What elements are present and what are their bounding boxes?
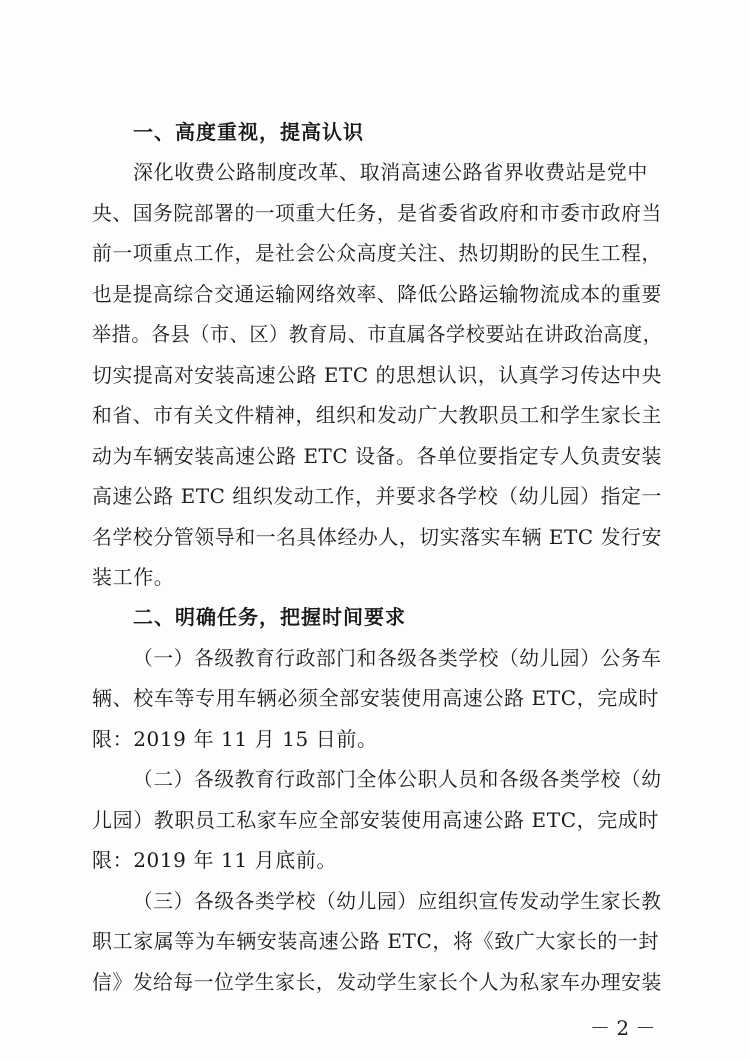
paragraph-line: 辆、校车等专用车辆必须全部安装使用高速公路 ETC，完成时 bbox=[92, 686, 659, 710]
paragraph-line: 也是提高综合交通运输网络效率、降低公路运输物流成本的重要 bbox=[92, 282, 662, 306]
page-number: － 2 － bbox=[590, 1016, 656, 1040]
paragraph-line: 和省、市有关文件精神，组织和发动广大教职员工和学生家长主 bbox=[92, 403, 662, 427]
paragraph-line: 前一项重点工作，是社会公众高度关注、热切期盼的民生工程， bbox=[92, 241, 662, 265]
paragraph-line: 限：2019 年 11 月底前。 bbox=[92, 848, 338, 872]
paragraph-line: 切实提高对安装高速公路 ETC 的思想认识，认真学习传达中央 bbox=[92, 363, 662, 387]
paragraph-line: 儿园）教职员工私家车应全部安装使用高速公路 ETC，完成时 bbox=[92, 808, 659, 832]
section-heading-2: 二、明确任务，把握时间要求 bbox=[133, 605, 406, 629]
paragraph-line: （三）各级各类学校（幼儿园）应组织宣传发动学生家长教 bbox=[133, 889, 662, 913]
paragraph-line: 名学校分管领导和一名具体经办人，切实落实车辆 ETC 发行安 bbox=[92, 525, 662, 549]
paragraph-line: 举措。各县（市、区）教育局、市直属各学校要站在讲政治高度， bbox=[92, 322, 663, 346]
paragraph-line: （二）各级教育行政部门全体公职人员和各级各类学校（幼 bbox=[133, 767, 662, 791]
paragraph-line: 装工作。 bbox=[92, 565, 175, 589]
paragraph-line: 信》发给每一位学生家长，发动学生家长个人为私家车办理安装 bbox=[92, 970, 662, 994]
section-heading-1: 一、高度重视，提高认识 bbox=[133, 120, 364, 144]
paragraph-line: 动为车辆安装高速公路 ETC 设备。各单位要指定专人负责安装 bbox=[92, 444, 662, 468]
paragraph-line: 职工家属等为车辆安装高速公路 ETC，将《致广大家长的一封 bbox=[92, 929, 659, 953]
paragraph-line: 高速公路 ETC 组织发动工作，并要求各学校（幼儿园）指定一 bbox=[92, 484, 662, 508]
paragraph-line: 深化收费公路制度改革、取消高速公路省界收费站是党中 bbox=[133, 160, 648, 184]
paragraph-line: 央、国务院部署的一项重大任务，是省委省政府和市委市政府当 bbox=[92, 201, 662, 225]
paragraph-line: （一）各级教育行政部门和各级各类学校（幼儿园）公务车 bbox=[133, 646, 662, 670]
paragraph-line: 限：2019 年 11 月 15 日前。 bbox=[92, 727, 378, 751]
